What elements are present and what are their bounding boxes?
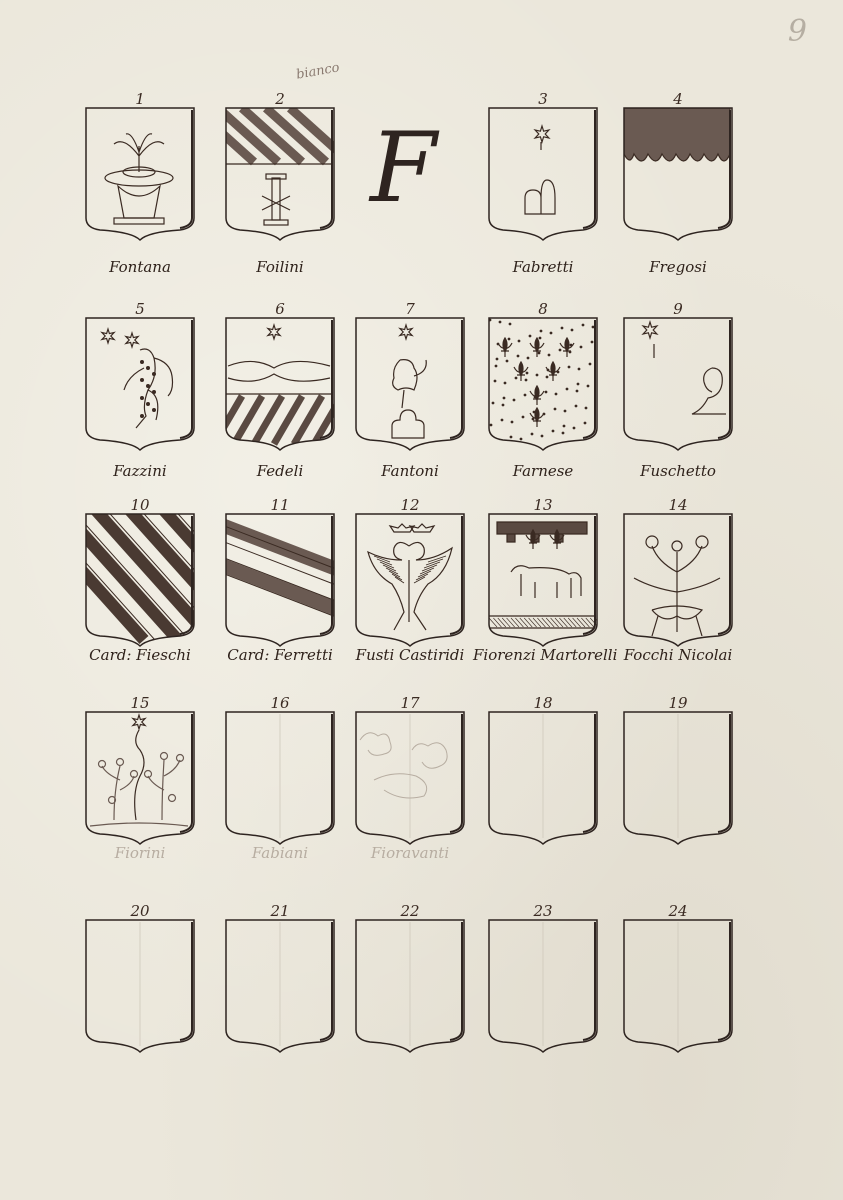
shield-name: Fabretti — [512, 258, 574, 276]
shield-number: 14 — [668, 496, 688, 514]
leopard-icon — [84, 316, 196, 452]
fleur-de-lis-icon — [487, 316, 599, 452]
shield-name: Card: Fieschi — [89, 646, 191, 664]
flowers-icon — [84, 710, 196, 846]
shield-cell — [622, 694, 734, 894]
shield-number: 16 — [270, 694, 290, 712]
thistle-icon — [622, 512, 734, 648]
shield-cell — [622, 902, 734, 1102]
shield-cell — [224, 496, 336, 696]
shield-cell — [622, 496, 734, 696]
blank-icon — [487, 918, 599, 1054]
lion-on-mount-icon — [354, 316, 466, 452]
shield-cell — [487, 300, 599, 500]
shield-number: 10 — [130, 496, 150, 514]
shield-cell — [224, 90, 336, 290]
shield-number: 1 — [135, 90, 145, 108]
shield-name: Fabiani — [251, 844, 309, 862]
shield-name: Foilini — [256, 258, 304, 276]
blank-icon — [622, 710, 734, 846]
star-and-mount-icon — [487, 106, 599, 242]
sketch-icon — [354, 710, 466, 846]
shield-cell — [473, 496, 618, 696]
shield-name: Fusti Castiridi — [355, 646, 465, 664]
shield-number: 19 — [668, 694, 688, 712]
shield-name: Focchi Nicolai — [623, 646, 733, 664]
bend-and-column-icon — [224, 106, 336, 242]
shield-number: 2 — [275, 90, 285, 108]
page-number: 9 — [787, 14, 807, 49]
shield-cell — [354, 902, 466, 1102]
shield-cell — [84, 300, 196, 500]
shield-number: 13 — [533, 496, 553, 514]
shield-name: Fazzini — [113, 462, 167, 480]
section-letter: F — [370, 112, 437, 224]
shield-cell — [84, 694, 196, 894]
shield-cell — [84, 496, 196, 696]
lion-and-label-icon — [487, 512, 599, 648]
blank-icon — [224, 918, 336, 1054]
blank-icon — [487, 710, 599, 846]
margin-annotation: bianco — [295, 60, 341, 83]
blank-icon — [354, 918, 466, 1054]
shield-name: Fioravanti — [370, 844, 450, 862]
shield-cell — [354, 694, 466, 894]
shield-number: 20 — [130, 902, 150, 920]
shield-number: 17 — [400, 694, 420, 712]
two-bends-icon — [224, 512, 336, 648]
shield-number: 23 — [533, 902, 553, 920]
shield-name: Card: Ferretti — [227, 646, 333, 664]
shield-cell — [487, 90, 599, 290]
shield-name: Fuschetto — [640, 462, 716, 480]
shield-name: Fantoni — [381, 462, 439, 480]
shield-number: 3 — [538, 90, 548, 108]
shield-number: 6 — [275, 300, 285, 318]
clasped-hands-icon — [224, 316, 336, 452]
blank-icon — [84, 918, 196, 1054]
shield-number: 12 — [400, 496, 420, 514]
shield-cell — [84, 90, 196, 290]
shield-name: Fontana — [109, 258, 171, 276]
shield-cell — [354, 496, 466, 696]
shield-number: 24 — [668, 902, 688, 920]
shield-number: 21 — [270, 902, 290, 920]
shield-number: 18 — [533, 694, 553, 712]
fountain-icon — [84, 106, 196, 242]
shield-number: 4 — [673, 90, 683, 108]
shield-cell — [224, 300, 336, 500]
shield-number: 15 — [130, 694, 150, 712]
shield-number: 5 — [135, 300, 145, 318]
shield-name: Fiorini — [114, 844, 166, 862]
blank-icon — [224, 710, 336, 846]
double-eagle-icon — [354, 512, 466, 648]
blank-icon — [622, 918, 734, 1054]
shield-name: Fedeli — [256, 462, 304, 480]
shield-number: 9 — [673, 300, 683, 318]
shield-cell — [622, 300, 734, 500]
shield-cell — [84, 902, 196, 1102]
shield-number: 7 — [405, 300, 415, 318]
shield-cell — [224, 694, 336, 894]
shield-cell — [224, 902, 336, 1102]
shield-cell — [354, 300, 466, 500]
shield-number: 22 — [400, 902, 420, 920]
shield-cell — [487, 694, 599, 894]
shield-number: 11 — [270, 496, 290, 514]
shield-cell — [622, 90, 734, 290]
shield-cell — [487, 902, 599, 1102]
shield-name: Farnese — [512, 462, 574, 480]
shield-number: 8 — [538, 300, 548, 318]
shield-name: Fregosi — [649, 258, 707, 276]
bendy-icon — [84, 512, 196, 648]
chief-wavy-icon — [622, 106, 734, 242]
shield-name: Fiorenzi Martorelli — [473, 646, 618, 664]
head-and-star-icon — [622, 316, 734, 452]
